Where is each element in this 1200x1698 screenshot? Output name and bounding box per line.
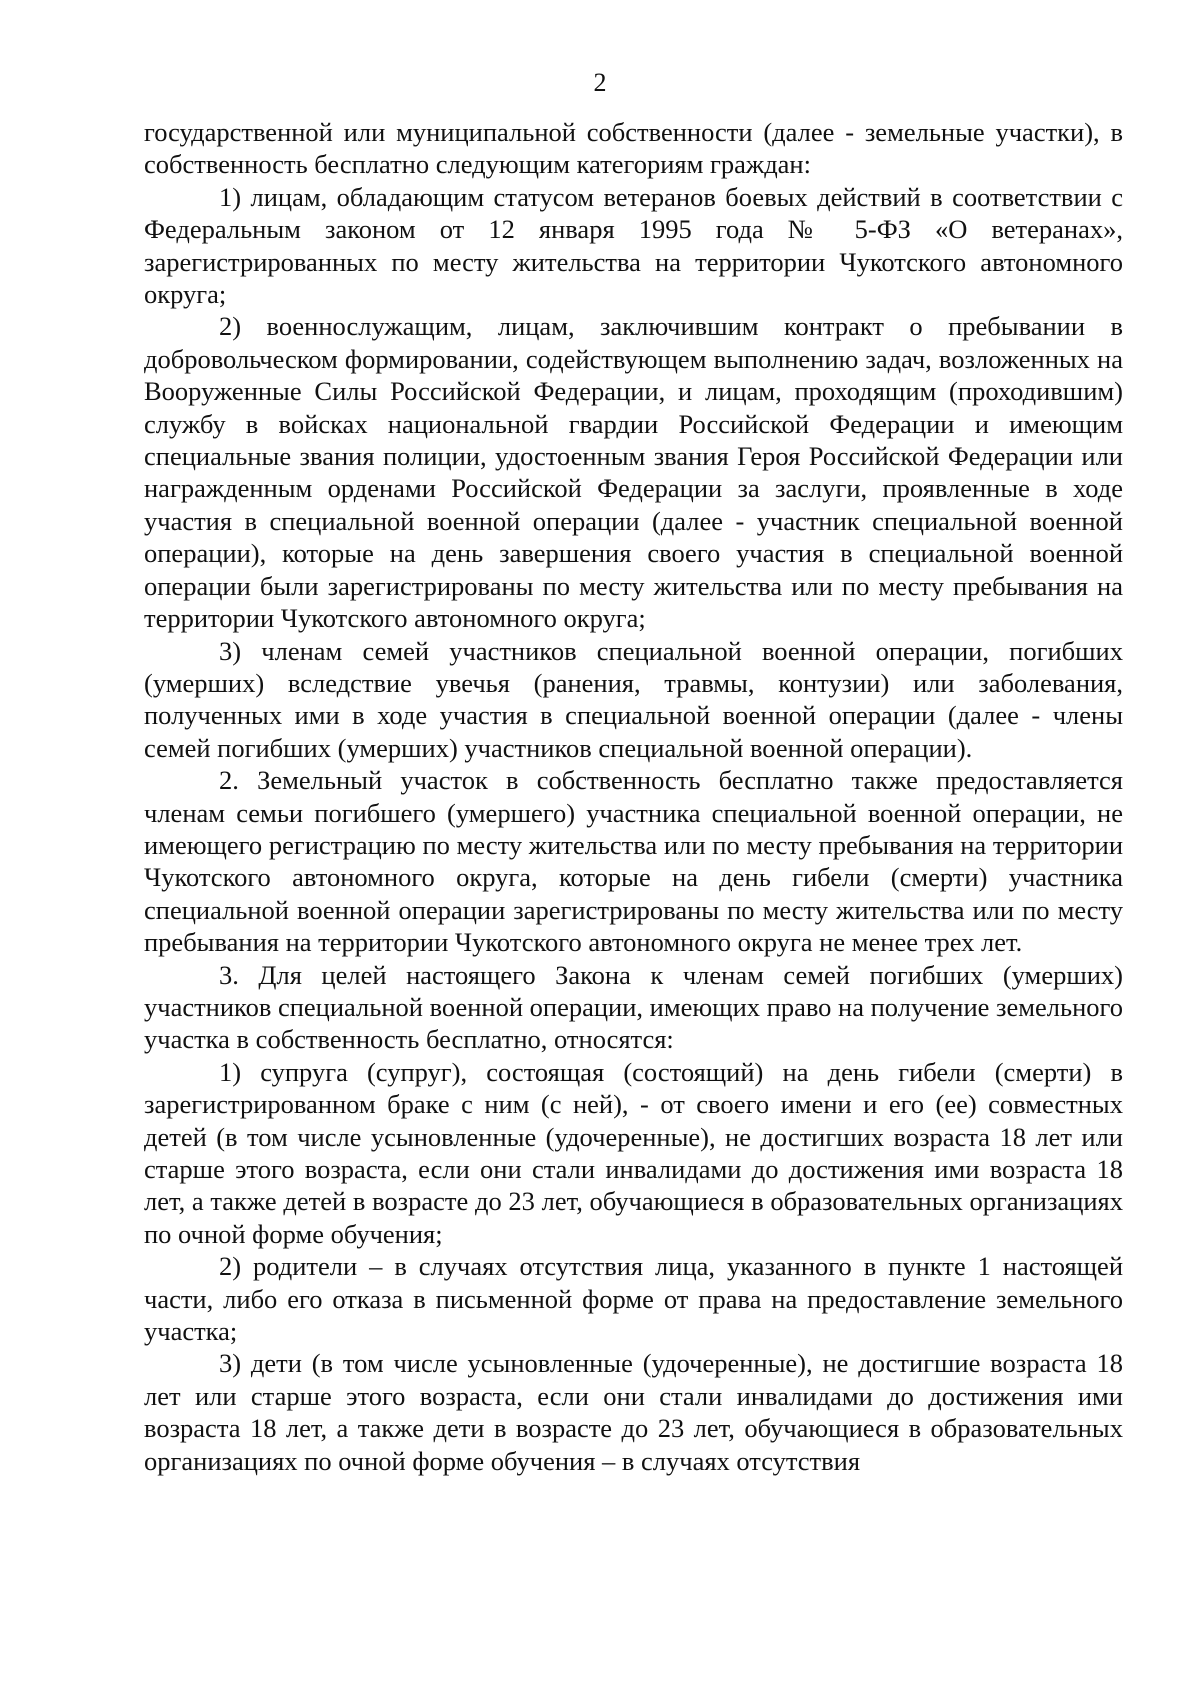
page-number: 2: [593, 68, 607, 97]
paragraph-part-3-item-2-parents: 2) родители – в случаях отсутствия лица, указанного в пункте 1 настоящей части, либо его отказа в письменной форме от права на предоставление земельного участка;: [144, 1251, 1123, 1347]
paragraph-item-2-servicemen: 2) военнослужащим, лицам, заключившим контракт о пребывании в добровольческом формировании, содействующем выполнению задач, возложенных на Вооруженные Силы Российской Федерации, и лицам, проходящим (проходившим) службу в войсках национальной гвардии Российской Федерации и имеющим специальные звания полиции, удостоенным звания Героя Российской Федерации или награжденным орденами Российской Федерации за заслуги, проявленные в ходе участия в специальной военной операции (далее - участник специальной военной операции), которые на день завершения своего участия в специальной военной операции были зарегистрированы по месту жительства или по месту пребывания на территории Чукотского автономного округа;: [144, 311, 1123, 634]
paragraph-part-3: 3. Для целей настоящего Закона к членам семей погибших (умерших) участников специальной военной операции, имеющих право на получение земельного участка в собственность бесплатно, относятся:: [144, 959, 1123, 1055]
paragraph-part-2: 2. Земельный участок в собственность бесплатно также предоставляется членам семьи погибшего (умершего) участника специальной военной операции, не имеющего регистрацию по месту жительства или по месту пребывания на территории Чукотского автономного округа, которые на день гибели (смерти) участника специальной военной операции зарегистрированы по месту жительства или по месту пребывания на территории Чукотского автономного округа не менее трех лет.: [144, 765, 1123, 958]
document-body: [144, 116, 1123, 1477]
paragraph-part-3-item-3-children: 3) дети (в том числе усыновленные (удочеренные), не достигшие возраста 18 лет или старше этого возраста, если они стали инвалидами до достижения ими возраста 18 лет, а также дети в возрасте до 23 лет, обучающиеся в образовательных организациях по очной форме обучения – в случаях отсутствия: [144, 1348, 1123, 1476]
paragraph-item-1-veterans: 1) лицам, обладающим статусом ветеранов боевых действий в соответствии с Федеральным законом от 12 января 1995 года № 5-ФЗ «О ветеранах», зарегистрированных по месту жительства на территории Чукотского автономного округа;: [144, 181, 1123, 310]
paragraph-intro-continuation: государственной или муниципальной собственности (далее - земельные участки), в собственность бесплатно следующим категориям граждан:: [144, 117, 1123, 180]
paragraph-item-3-family-members: 3) членам семей участников специальной военной операции, погибших (умерших) вследствие увечья (ранения, травмы, контузии) или заболевания, полученных ими в ходе участия в специальной военной операции (далее - члены семей погибших (умерших) участников специальной военной операции).: [144, 635, 1123, 763]
paragraph-part-3-item-1-spouse: 1) супруга (супруг), состоящая (состоящий) на день гибели (смерти) в зарегистрированном браке с ним (с ней), - от своего имени и его (ее) совместных детей (в том числе усыновленные (удочеренные), не достигших возраста 18 лет или старше этого возраста, если они стали инвалидами до достижения ими возраста 18 лет, а также детей в возрасте до 23 лет, обучающиеся в образовательных организациях по очной форме обучения;: [144, 1056, 1123, 1249]
